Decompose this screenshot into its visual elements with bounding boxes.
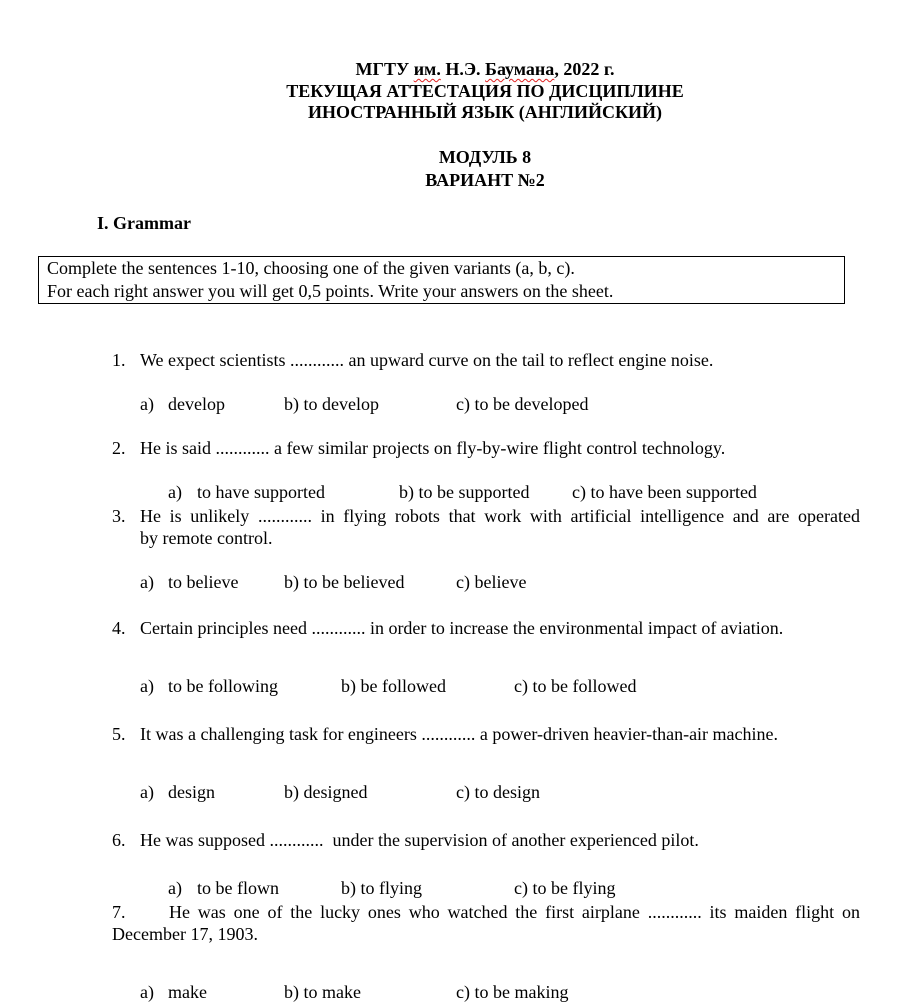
question-text: He is said ............ a few similar projects on fly-by-wire flight control technology. bbox=[140, 438, 726, 458]
question-text: He was one of the lucky ones who watched the first airplane ............ its maiden flight on bbox=[169, 902, 860, 922]
option-a: to be following bbox=[168, 676, 278, 696]
option-b: b) designed bbox=[284, 782, 368, 802]
option-a: to believe bbox=[168, 572, 239, 592]
spellcheck-word[interactable]: им. bbox=[413, 59, 441, 79]
option-a: make bbox=[168, 982, 207, 1002]
option-b: b) to be believed bbox=[284, 572, 405, 592]
question-text: We expect scientists ............ an upward curve on the tail to reflect engine noise. bbox=[140, 350, 714, 370]
option-a-label: a) bbox=[140, 782, 154, 802]
variant-title: ВАРИАНТ №2 bbox=[425, 170, 545, 190]
option-a: to be flown bbox=[197, 878, 279, 898]
header-text: , 2022 г. bbox=[554, 59, 615, 79]
option-a-label: a) bbox=[140, 676, 154, 696]
question-text: Certain principles need ............ in order to increase the environmental impact of aviation. bbox=[140, 618, 784, 638]
question-text-continued: by remote control. bbox=[140, 528, 273, 548]
instructions-line: For each right answer you will get 0,5 points. Write your answers on the sheet. bbox=[47, 281, 614, 301]
option-c: c) to be making bbox=[456, 982, 569, 1002]
header-line-1 bbox=[0, 58, 917, 80]
option-b: b) to be supported bbox=[399, 482, 530, 502]
module-title: МОДУЛЬ 8 bbox=[438, 147, 532, 167]
option-b: b) to make bbox=[284, 982, 361, 1002]
option-a-label: a) bbox=[140, 572, 154, 592]
option-a: to have supported bbox=[197, 482, 325, 502]
section-title: I. Grammar bbox=[97, 213, 191, 233]
option-c: c) to have been supported bbox=[572, 482, 757, 502]
header-line-3: ИНОСТРАННЫЙ ЯЗЫК (АНГЛИЙСКИЙ) bbox=[307, 102, 662, 122]
question-number: 6. bbox=[112, 830, 126, 850]
question-text-continued: December 17, 1903. bbox=[112, 924, 258, 944]
option-b: b) be followed bbox=[341, 676, 446, 696]
spellcheck-word[interactable]: Баумана bbox=[485, 59, 555, 79]
option-a: develop bbox=[168, 394, 225, 414]
header-text: МГТУ bbox=[355, 59, 414, 79]
question-number: 4. bbox=[112, 618, 126, 638]
question-number: 5. bbox=[112, 724, 126, 744]
option-a-label: a) bbox=[140, 394, 154, 414]
question-text: He was supposed ............ under the supervision of another experienced pilot. bbox=[140, 830, 699, 850]
option-c: c) believe bbox=[456, 572, 527, 592]
question-number: 1. bbox=[112, 350, 126, 370]
option-a: design bbox=[168, 782, 215, 802]
option-a-label: a) bbox=[168, 878, 182, 898]
option-a-label: a) bbox=[140, 982, 154, 1002]
option-c: c) to be developed bbox=[456, 394, 589, 414]
question-number: 3. bbox=[112, 506, 126, 526]
question-number: 7. bbox=[112, 902, 126, 922]
header-text: Н.Э. bbox=[440, 59, 486, 79]
question-text: He is unlikely ............ in flying robots that work with artificial intelligence and are operated bbox=[140, 506, 860, 526]
option-b: b) to flying bbox=[341, 878, 422, 898]
option-b: b) to develop bbox=[284, 394, 379, 414]
option-c: c) to be followed bbox=[514, 676, 637, 696]
header-line-2: ТЕКУЩАЯ АТТЕСТАЦИЯ ПО ДИСЦИПЛИНЕ bbox=[286, 81, 684, 101]
question-text: It was a challenging task for engineers ............ a power-driven heavier-than-air machine. bbox=[140, 724, 779, 744]
instructions-line: Complete the sentences 1-10, choosing one of the given variants (a, b, c). bbox=[47, 258, 575, 278]
question-number: 2. bbox=[112, 438, 126, 458]
option-c: c) to be flying bbox=[514, 878, 616, 898]
option-c: c) to design bbox=[456, 782, 540, 802]
option-a-label: a) bbox=[168, 482, 182, 502]
